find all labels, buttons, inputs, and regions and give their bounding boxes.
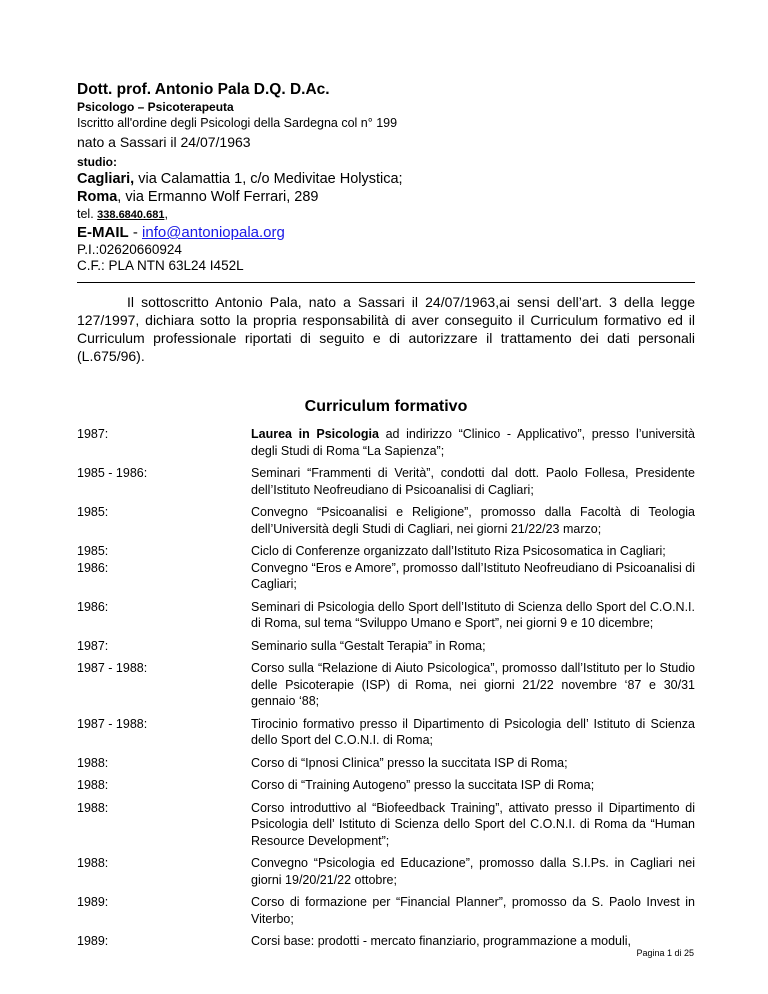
address-cagliari	[77, 170, 697, 188]
cv-header	[77, 80, 697, 274]
telephone-number[interactable]: 338.6840.681	[97, 209, 165, 221]
cv-entry	[77, 426, 695, 459]
cv-entry-date: 1989:	[77, 895, 109, 909]
cv-entry-date: 1988:	[77, 778, 109, 792]
cv-entry-description	[251, 933, 695, 950]
cv-entry-text: Seminario sulla “Gestalt Terapia” in Roma;	[251, 638, 486, 653]
cv-entry-text: Tirocinio formativo presso il Dipartimento di Psicologia dell’ Istituto di Scienza dello Sport del C.O.N.I. di Roma;	[251, 716, 695, 747]
cv-entry-text: Convegno “Psicoanalisi e Religione”, promosso dalla Facoltà di Teologia dell’Università degli Studi di Cagliari, nei giorni 21/22/23 marzo;	[251, 505, 695, 536]
birth-line: nato a Sassari il 24/07/1963	[77, 134, 251, 150]
cv-entry-text: Ciclo di Conferenze organizzato dall’Istituto Riza Psicosomatica in Cagliari; Convegno “Eros e Amore”, promosso dall’Istituto Neofreudiano di Psicoanalisi di Cagliari;	[251, 544, 695, 591]
cv-entry-description	[251, 855, 695, 888]
cv-entry-description	[251, 599, 695, 632]
intro-paragraph: Il sottoscritto Antonio Pala, nato a Sassari il 24/07/1963,ai sensi dell’art. 3 della legge 127/1997, dichiara sotto la propria responsabilità di aver conseguito il Curriculum formativo ed il Curriculum professionale riportati di seguito e di autorizzare il trattamento dei dati personali (L.675/96).	[77, 294, 695, 364]
cv-entry	[77, 543, 695, 593]
telephone-suffix: ,	[164, 207, 168, 221]
cv-entry-date: 1986:	[77, 599, 109, 614]
cv-entry	[77, 465, 695, 498]
cv-entry-text: Corso introduttivo al “Biofeedback Training”, attivato presso il Dipartimento di Psicologia dell’ Istituto di Scienza dello Sport del C.O.N.I. di Roma da “Human Resource Development”;	[251, 800, 695, 848]
author-role: Psicologo – Psicoterapeuta	[77, 100, 234, 114]
cv-entry-text: Corso di “Ipnosi Clinica” presso la succitata ISP di Roma;	[251, 755, 568, 770]
cv-entry-date: 1987:	[77, 427, 109, 441]
cv-entry-text: Corso di “Training Autogeno” presso la succitata ISP di Roma;	[251, 778, 595, 792]
cv-entry-description	[251, 638, 695, 655]
cv-entry-description	[251, 755, 695, 772]
cv-entry	[77, 599, 695, 632]
cv-entry	[77, 716, 695, 749]
cv-entry	[77, 638, 695, 655]
cv-entry-description	[251, 465, 695, 498]
address-detail-cagliari: via Calamattia 1, c/o Medivitae Holystica;	[134, 171, 403, 187]
author-name: Dott. prof. Antonio Pala D.Q. D.Ac.	[77, 81, 330, 98]
cv-entry-date: 1987 - 1988:	[77, 661, 148, 675]
address-roma	[77, 188, 697, 206]
cv-entry	[77, 933, 695, 950]
cv-entry-text: Seminari “Frammenti di Verità”, condotti dal dott. Paolo Follesa, Presidente dell’Istituto Neofreudiano di Psicoanalisi di Cagliari;	[251, 466, 695, 497]
page-number: Pagina 1 di 25	[636, 948, 694, 958]
cv-entry-date: 1985: 1986:	[77, 544, 109, 575]
cv-entry-date: 1988:	[77, 856, 109, 870]
cv-entry-text: Seminari di Psicologia dello Sport dell’Istituto di Scienza dello Sport del C.O.N.I. di Roma, sul tema “Sviluppo Umano e Sport”, nei giorni 9 e 10 dicembre;	[251, 599, 695, 630]
cv-entry-date: 1989:	[77, 934, 109, 948]
telephone-label: tel.	[77, 207, 98, 221]
cv-entry-description	[251, 777, 695, 794]
cv-entry-description	[251, 426, 695, 459]
section-title: Curriculum formativo	[304, 398, 468, 415]
cv-entry-description	[251, 543, 695, 593]
cv-entry-description	[251, 800, 695, 850]
cv-entry	[77, 660, 695, 710]
cv-entry	[77, 855, 695, 888]
cv-entry-text: Corso sulla “Relazione di Aiuto Psicologica”, promosso dall’Istituto per lo Studio delle Psicoterapie (ISP) di Roma, nei giorni 21/22 novembre ‘87 e 30/31 gennaio ‘88;	[251, 661, 695, 708]
cv-entry-text: ad indirizzo “Clinico - Applicativo”, presso l’università degli Studi di Roma “La Sapienza”;	[251, 427, 695, 458]
cv-entry-text: Convegno “Psicologia ed Educazione”, promosso dalla S.I.Ps. in Cagliari nei giorni 19/20/21/22 ottobre;	[251, 856, 695, 887]
email-line	[77, 223, 697, 242]
studio-label: studio:	[77, 155, 117, 169]
cv-entry-highlight: Laurea in Psicologia	[251, 427, 379, 441]
vat-number: P.I.:02620660924	[77, 242, 182, 257]
cv-entry-date: 1988:	[77, 800, 109, 815]
registration-line: Iscritto all'ordine degli Psicologi della Sardegna col n° 199	[77, 116, 398, 130]
cv-entry-text: Corso di formazione per “Financial Planner”, promosso da S. Paolo Invest in Viterbo;	[251, 895, 695, 926]
email-link[interactable]: info@antoniopala.org	[142, 224, 285, 241]
cv-entry-date: 1985:	[77, 505, 109, 519]
cv-entry-description	[251, 660, 695, 710]
cv-entry-date: 1988:	[77, 755, 109, 770]
cv-entry-description	[251, 716, 695, 749]
tax-code: C.F.: PLA NTN 63L24 I452L	[77, 258, 244, 273]
cv-entry-list	[77, 426, 695, 956]
email-label: E-MAIL	[77, 224, 129, 241]
cv-entry-text: Corsi base: prodotti - mercato finanziario, programmazione a moduli,	[251, 934, 632, 948]
address-detail-roma: , via Ermanno Wolf Ferrari, 289	[117, 189, 319, 205]
telephone-line	[77, 206, 697, 223]
cv-entry-date: 1987 - 1988:	[77, 716, 148, 731]
header-divider	[77, 282, 695, 283]
cv-entry-date: 1985 - 1986:	[77, 466, 148, 480]
address-city-cagliari: Cagliari,	[77, 171, 135, 187]
cv-entry-description	[251, 894, 695, 927]
cv-entry	[77, 504, 695, 537]
cv-entry	[77, 755, 695, 772]
cv-entry-description	[251, 504, 695, 537]
cv-entry	[77, 894, 695, 927]
cv-entry	[77, 800, 695, 850]
cv-entry-date: 1987:	[77, 638, 109, 653]
email-separator: -	[128, 224, 143, 241]
cv-entry	[77, 777, 695, 794]
address-city-roma: Roma	[77, 189, 118, 205]
